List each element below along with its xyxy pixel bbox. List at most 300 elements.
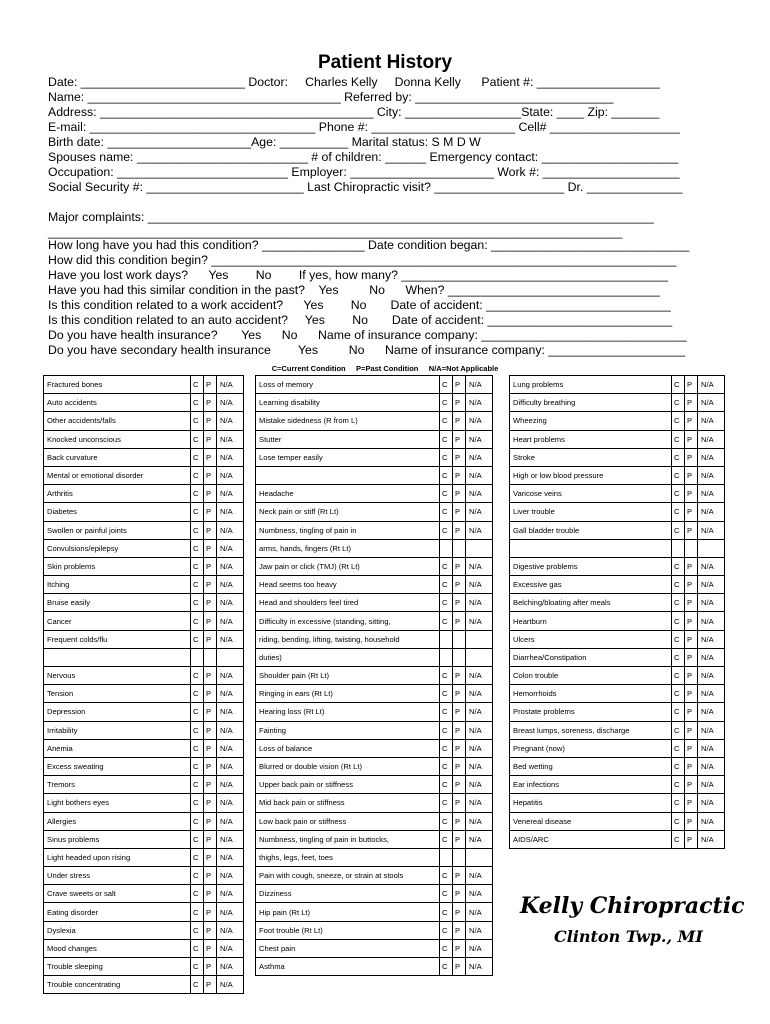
option-past[interactable]: P [204,376,217,394]
option-current[interactable]: C [191,921,204,939]
option-past[interactable]: P [453,776,466,794]
option-past[interactable]: P [204,466,217,484]
option-past[interactable]: P [685,466,698,484]
option-past[interactable]: P [204,739,217,757]
option-current[interactable]: C [440,739,453,757]
option-past[interactable]: P [204,612,217,630]
condition-label: Bruise easily [44,594,191,612]
option-not-applicable[interactable]: N/A [466,576,493,594]
option-not-applicable[interactable]: N/A [466,394,493,412]
option-current[interactable]: C [191,503,204,521]
option-past[interactable]: P [204,721,217,739]
condition-label: High or low blood pressure [510,466,672,484]
option-not-applicable[interactable]: N/A [217,612,244,630]
option-current[interactable]: C [440,812,453,830]
condition-label: Trouble sleeping [44,958,191,976]
option-not-applicable[interactable]: N/A [217,976,244,994]
option-current[interactable]: C [672,812,685,830]
option-past[interactable]: P [204,757,217,775]
condition-row [44,376,244,394]
option-current[interactable]: C [440,594,453,612]
option-current[interactable]: C [191,848,204,866]
option-not-applicable[interactable]: N/A [466,557,493,575]
option-not-applicable[interactable]: N/A [466,376,493,394]
option-past[interactable]: P [204,921,217,939]
option-past[interactable]: P [453,576,466,594]
form-line[interactable]: Spouses name: _________________________ # of children: ______ Emergency contact: ____________________ [48,150,679,164]
option-current[interactable]: C [672,448,685,466]
option-past[interactable]: P [685,521,698,539]
option-past[interactable]: P [453,739,466,757]
form-line[interactable]: How long have you had this condition? _______________ Date condition began: _____________________________ [48,238,690,252]
option-past[interactable]: P [453,466,466,484]
option-past[interactable]: P [685,776,698,794]
option-current[interactable]: C [672,721,685,739]
option-current[interactable]: C [191,903,204,921]
option-not-applicable[interactable]: N/A [217,485,244,503]
option-not-applicable [217,648,244,666]
option-past[interactable]: P [204,685,217,703]
option-not-applicable[interactable]: N/A [466,466,493,484]
option-past[interactable]: P [453,485,466,503]
option-past[interactable]: P [685,576,698,594]
option-not-applicable[interactable]: N/A [698,557,725,575]
option-current[interactable]: C [191,703,204,721]
option-current[interactable]: C [440,376,453,394]
option-past[interactable]: P [453,794,466,812]
option-current[interactable]: C [191,867,204,885]
option-past[interactable]: P [453,867,466,885]
option-current[interactable]: C [672,757,685,775]
form-line[interactable]: Have you lost work days? Yes No If yes, how many? _______________________________________ [48,268,669,282]
option-past[interactable]: P [204,539,217,557]
option-not-applicable[interactable]: N/A [217,521,244,539]
condition-label [44,648,191,666]
option-past [685,539,698,557]
option-past[interactable]: P [204,594,217,612]
option-not-applicable[interactable]: N/A [698,503,725,521]
option-not-applicable[interactable]: N/A [698,412,725,430]
form-line[interactable]: Do you have secondary health insurance Yes No Name of insurance company: ____________________ [48,343,686,357]
option-current[interactable]: C [440,721,453,739]
option-current[interactable]: C [440,466,453,484]
option-current[interactable]: C [191,376,204,394]
option-not-applicable[interactable]: N/A [466,594,493,612]
condition-label: Other accidents/falls [44,412,191,430]
option-not-applicable[interactable]: N/A [466,667,493,685]
option-not-applicable[interactable]: N/A [217,503,244,521]
option-past[interactable]: P [453,557,466,575]
option-past[interactable]: P [453,612,466,630]
option-past[interactable]: P [204,776,217,794]
condition-row [44,612,244,630]
option-past[interactable]: P [685,412,698,430]
condition-row [510,757,725,775]
option-past[interactable]: P [453,376,466,394]
option-not-applicable[interactable]: N/A [217,576,244,594]
option-current[interactable]: C [191,485,204,503]
option-not-applicable[interactable]: N/A [698,667,725,685]
option-past[interactable]: P [685,448,698,466]
option-past[interactable]: P [204,394,217,412]
option-not-applicable[interactable]: N/A [466,739,493,757]
option-past[interactable]: P [204,576,217,594]
option-past[interactable]: P [453,721,466,739]
option-current[interactable]: C [672,630,685,648]
option-current[interactable]: C [191,612,204,630]
option-current[interactable]: C [672,648,685,666]
option-current[interactable]: C [191,721,204,739]
option-not-applicable[interactable]: N/A [217,776,244,794]
option-past[interactable]: P [204,448,217,466]
option-not-applicable[interactable]: N/A [698,448,725,466]
option-not-applicable[interactable]: N/A [217,430,244,448]
option-current[interactable]: C [672,466,685,484]
option-past[interactable]: P [204,703,217,721]
option-current[interactable]: C [191,976,204,994]
option-past[interactable]: P [204,485,217,503]
option-not-applicable[interactable]: N/A [217,721,244,739]
option-current[interactable]: C [191,812,204,830]
option-not-applicable[interactable]: N/A [217,376,244,394]
option-past[interactable]: P [453,903,466,921]
option-not-applicable[interactable]: N/A [217,830,244,848]
option-current[interactable]: C [440,412,453,430]
option-current[interactable]: C [191,448,204,466]
option-current[interactable]: C [440,921,453,939]
option-current[interactable]: C [440,394,453,412]
condition-row [510,812,725,830]
option-current[interactable]: C [191,394,204,412]
option-past[interactable]: P [453,394,466,412]
option-past[interactable]: P [453,594,466,612]
option-past[interactable]: P [204,667,217,685]
option-current[interactable]: C [191,594,204,612]
option-not-applicable[interactable]: N/A [217,394,244,412]
option-current[interactable]: C [191,667,204,685]
option-current[interactable]: C [672,503,685,521]
option-not-applicable[interactable]: N/A [466,903,493,921]
option-past[interactable]: P [204,430,217,448]
option-not-applicable[interactable]: N/A [466,503,493,521]
option-current[interactable]: C [672,612,685,630]
option-not-applicable[interactable]: N/A [466,412,493,430]
option-not-applicable[interactable]: N/A [466,485,493,503]
option-current[interactable]: C [191,739,204,757]
option-current[interactable]: C [440,958,453,976]
option-current[interactable]: C [440,503,453,521]
option-not-applicable[interactable]: N/A [698,739,725,757]
option-past[interactable]: P [685,830,698,848]
option-current[interactable]: C [440,776,453,794]
option-not-applicable[interactable]: N/A [217,685,244,703]
option-past[interactable]: P [685,685,698,703]
option-past[interactable]: P [453,448,466,466]
option-current[interactable]: C [440,667,453,685]
option-not-applicable[interactable]: N/A [698,521,725,539]
option-not-applicable[interactable]: N/A [217,703,244,721]
option-past[interactable]: P [204,830,217,848]
option-not-applicable[interactable]: N/A [217,667,244,685]
condition-row [510,612,725,630]
option-not-applicable[interactable]: N/A [698,812,725,830]
option-not-applicable[interactable]: N/A [466,812,493,830]
option-not-applicable[interactable]: N/A [217,557,244,575]
option-current[interactable]: C [440,448,453,466]
option-not-applicable[interactable]: N/A [466,721,493,739]
option-not-applicable[interactable]: N/A [698,376,725,394]
option-past[interactable]: P [685,739,698,757]
option-not-applicable[interactable]: N/A [698,794,725,812]
option-current[interactable]: C [672,521,685,539]
option-current[interactable]: C [672,485,685,503]
option-not-applicable[interactable]: N/A [698,394,725,412]
option-past[interactable]: P [685,794,698,812]
option-current[interactable]: C [440,830,453,848]
option-not-applicable[interactable]: N/A [217,867,244,885]
option-not-applicable[interactable]: N/A [217,903,244,921]
option-not-applicable[interactable]: N/A [217,448,244,466]
option-current[interactable]: C [191,794,204,812]
option-not-applicable[interactable]: N/A [217,630,244,648]
option-current[interactable]: C [440,612,453,630]
option-current[interactable]: C [440,685,453,703]
condition-row [44,412,244,430]
option-not-applicable[interactable]: N/A [466,703,493,721]
option-current[interactable]: C [440,430,453,448]
option-past[interactable]: P [204,885,217,903]
option-current[interactable]: C [191,757,204,775]
option-past[interactable]: P [204,794,217,812]
option-past[interactable]: P [685,667,698,685]
option-current[interactable]: C [191,557,204,575]
option-not-applicable[interactable]: N/A [698,757,725,775]
form-line[interactable]: Name: _____________________________________ Referred by: _____________________________ [48,90,614,104]
option-current[interactable]: C [191,539,204,557]
option-past[interactable]: P [453,685,466,703]
form-line[interactable]: Address: ________________________________________ City: _________________State: ____ Zip: _______ [48,105,660,119]
condition-label: Eating disorder [44,903,191,921]
option-current[interactable]: C [440,867,453,885]
option-past[interactable]: P [204,976,217,994]
option-not-applicable[interactable]: N/A [217,539,244,557]
option-past[interactable]: P [204,557,217,575]
option-current[interactable]: C [191,521,204,539]
option-current[interactable]: C [440,794,453,812]
option-not-applicable[interactable]: N/A [698,612,725,630]
option-current[interactable]: C [191,939,204,957]
form-line[interactable]: How did this condition begin? ____________________________________________________________________ [48,253,677,267]
condition-label: Ulcers [510,630,672,648]
option-not-applicable[interactable]: N/A [217,466,244,484]
condition-label: Jaw pain or click (TMJ) (Rt Lt) [256,557,440,575]
option-not-applicable[interactable]: N/A [698,830,725,848]
option-past[interactable]: P [685,376,698,394]
option-past[interactable]: P [453,830,466,848]
option-not-applicable[interactable]: N/A [698,576,725,594]
option-past[interactable]: P [204,848,217,866]
form-line[interactable]: ____________________________________________________________________________________ [48,225,623,239]
option-not-applicable[interactable]: N/A [217,794,244,812]
option-past[interactable]: P [685,394,698,412]
option-current[interactable]: C [191,830,204,848]
option-not-applicable[interactable]: N/A [466,776,493,794]
option-current[interactable]: C [440,939,453,957]
option-not-applicable[interactable]: N/A [466,430,493,448]
option-past[interactable]: P [453,521,466,539]
option-not-applicable[interactable]: N/A [466,885,493,903]
option-past[interactable]: P [453,757,466,775]
option-past[interactable]: P [685,557,698,575]
option-current[interactable]: C [672,430,685,448]
option-past[interactable]: P [453,812,466,830]
option-current[interactable]: C [440,903,453,921]
option-past[interactable]: P [685,594,698,612]
option-current[interactable]: C [672,685,685,703]
form-line[interactable]: Birth date: _____________________Age: __________ Marital status: S M D W [48,135,481,149]
option-past[interactable]: P [685,430,698,448]
option-current[interactable]: C [191,776,204,794]
condition-label: Allergies [44,812,191,830]
option-past[interactable]: P [204,412,217,430]
option-not-applicable[interactable]: N/A [466,448,493,466]
option-current[interactable]: C [672,376,685,394]
option-not-applicable[interactable]: N/A [466,521,493,539]
option-current[interactable]: C [440,703,453,721]
option-not-applicable[interactable]: N/A [466,794,493,812]
option-current[interactable]: C [191,885,204,903]
option-current[interactable]: C [191,685,204,703]
form-line[interactable]: Date: ________________________ Doctor: Charles Kelly Donna Kelly Patient #: __________________ [48,75,660,89]
option-current[interactable]: C [440,485,453,503]
option-not-applicable[interactable]: N/A [698,685,725,703]
option-not-applicable[interactable]: N/A [217,412,244,430]
option-current[interactable]: C [440,557,453,575]
option-past[interactable]: P [204,503,217,521]
option-current[interactable]: C [672,667,685,685]
option-not-applicable[interactable]: N/A [217,921,244,939]
option-past[interactable]: P [685,721,698,739]
option-not-applicable[interactable]: N/A [698,703,725,721]
option-current[interactable]: C [672,412,685,430]
option-past[interactable]: P [453,958,466,976]
option-past[interactable]: P [453,885,466,903]
option-past[interactable]: P [685,703,698,721]
option-not-applicable[interactable]: N/A [217,739,244,757]
option-past[interactable]: P [204,903,217,921]
option-not-applicable[interactable]: N/A [217,757,244,775]
option-not-applicable[interactable]: N/A [698,648,725,666]
option-past[interactable]: P [453,939,466,957]
option-past[interactable]: P [453,703,466,721]
option-not-applicable[interactable]: N/A [698,776,725,794]
option-past[interactable]: P [453,412,466,430]
option-not-applicable[interactable]: N/A [698,721,725,739]
option-current[interactable]: C [672,594,685,612]
option-current[interactable]: C [440,885,453,903]
option-past[interactable]: P [453,503,466,521]
form-line[interactable]: E-mail: _________________________________ Phone #: _____________________ Cell# ___________________ [48,120,680,134]
option-past[interactable]: P [204,812,217,830]
option-past[interactable]: P [204,867,217,885]
option-current[interactable]: C [191,630,204,648]
option-past[interactable]: P [453,430,466,448]
option-not-applicable[interactable]: N/A [466,921,493,939]
option-current[interactable]: C [191,958,204,976]
form-line[interactable]: Social Security #: _______________________ Last Chiropractic visit? ___________________ Dr. ______________ [48,180,683,194]
option-past[interactable]: P [685,612,698,630]
option-not-applicable[interactable]: N/A [698,430,725,448]
option-current[interactable]: C [672,794,685,812]
option-current[interactable]: C [672,703,685,721]
condition-row [44,576,244,594]
option-not-applicable[interactable]: N/A [217,885,244,903]
option-not-applicable[interactable]: N/A [217,848,244,866]
option-current[interactable]: C [672,576,685,594]
option-past[interactable]: P [204,958,217,976]
option-not-applicable[interactable]: N/A [466,830,493,848]
condition-label: Trouble concentrating [44,976,191,994]
option-past[interactable]: P [685,648,698,666]
option-past[interactable]: P [685,503,698,521]
option-not-applicable[interactable]: N/A [466,757,493,775]
option-current[interactable]: C [440,576,453,594]
option-current[interactable]: C [440,757,453,775]
option-not-applicable[interactable]: N/A [466,612,493,630]
option-past[interactable]: P [204,521,217,539]
option-not-applicable[interactable]: N/A [217,594,244,612]
option-not-applicable[interactable]: N/A [466,958,493,976]
option-past[interactable]: P [453,667,466,685]
form-line[interactable]: Is this condition related to a work accident? Yes No Date of accident: ___________________________ [48,298,671,312]
option-not-applicable[interactable]: N/A [698,466,725,484]
form-line[interactable]: Have you had this similar condition in the past? Yes No When? _______________________________ [48,283,660,297]
form-line[interactable]: Major complaints: __________________________________________________________________________ [48,210,654,224]
option-current[interactable]: C [440,521,453,539]
option-past[interactable]: P [453,921,466,939]
form-line[interactable]: Is this condition related to an auto accident? Yes No Date of accident: ___________________________ [48,313,673,327]
option-current[interactable]: C [191,412,204,430]
form-line[interactable]: Do you have health insurance? Yes No Name of insurance company: ______________________________ [48,328,687,342]
option-not-applicable[interactable]: N/A [217,812,244,830]
option-past[interactable]: P [685,630,698,648]
option-current[interactable]: C [191,576,204,594]
option-current[interactable]: C [672,739,685,757]
condition-label: Belching/bloating after meals [510,594,672,612]
option-not-applicable[interactable]: N/A [466,685,493,703]
option-not-applicable[interactable]: N/A [217,939,244,957]
option-not-applicable[interactable]: N/A [217,958,244,976]
option-past[interactable]: P [204,630,217,648]
option-not-applicable[interactable]: N/A [466,939,493,957]
option-not-applicable[interactable]: N/A [698,594,725,612]
option-not-applicable[interactable]: N/A [698,630,725,648]
option-past[interactable]: P [204,939,217,957]
condition-label: Head and shoulders feel tired [256,594,440,612]
option-current[interactable]: C [191,466,204,484]
option-past[interactable]: P [685,757,698,775]
option-not-applicable[interactable]: N/A [698,485,725,503]
option-past[interactable]: P [685,485,698,503]
form-line[interactable]: Occupation: _________________________ Employer: _____________________ Work #: ____________________ [48,165,680,179]
option-past[interactable]: P [685,812,698,830]
option-current[interactable]: C [672,557,685,575]
option-current[interactable]: C [672,394,685,412]
option-current[interactable]: C [672,776,685,794]
option-not-applicable[interactable]: N/A [466,867,493,885]
option-current[interactable]: C [191,430,204,448]
option-current[interactable]: C [672,830,685,848]
